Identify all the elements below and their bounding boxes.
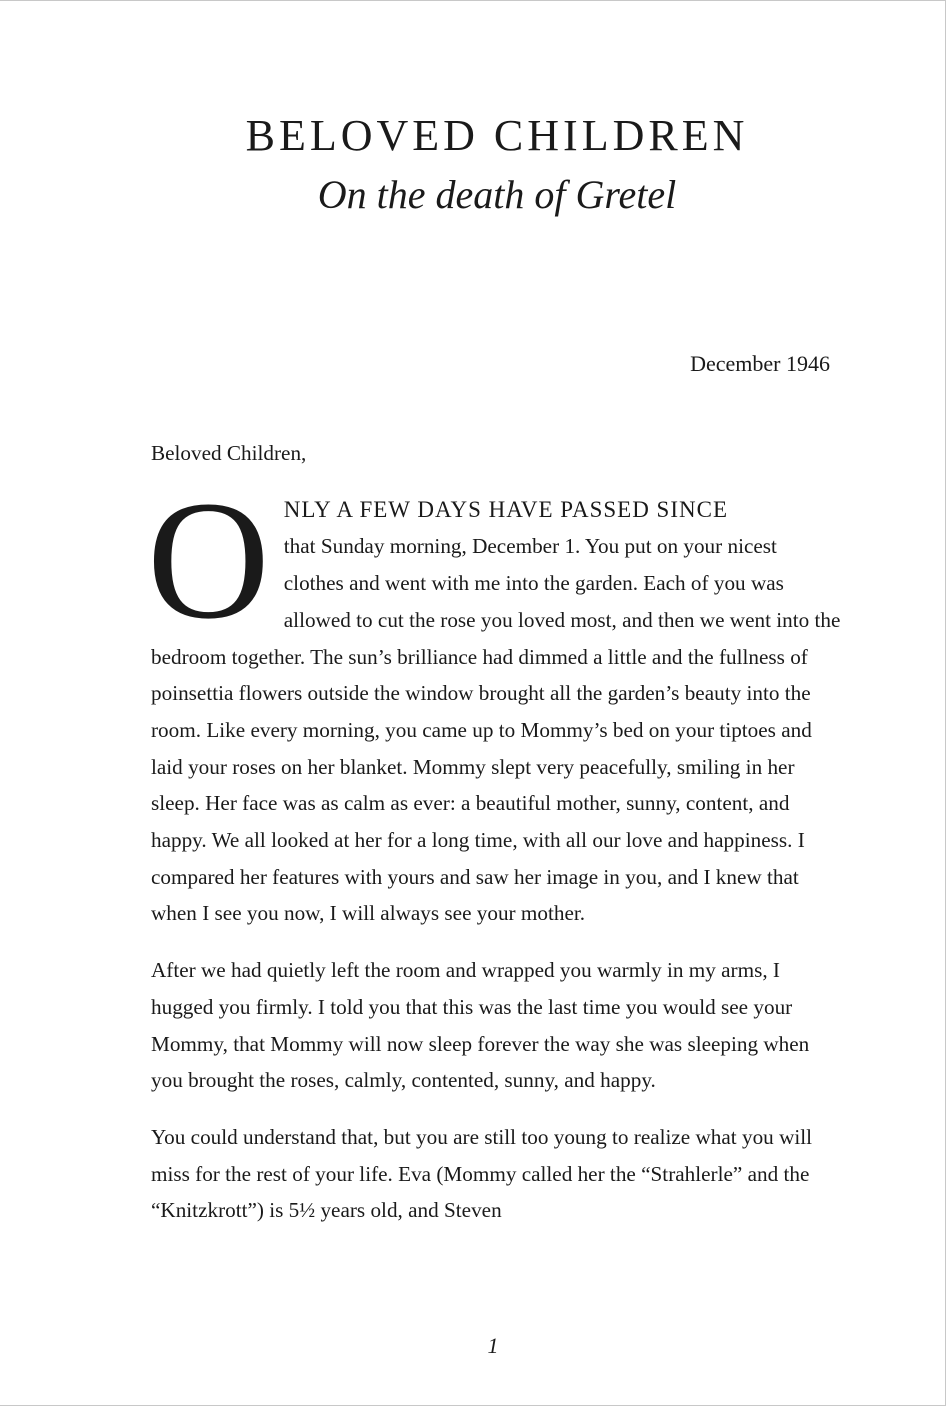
page-number: 1 <box>487 1333 499 1358</box>
page-title: BELOVED CHILDREN <box>245 111 749 160</box>
paragraph-1 <box>147 465 841 932</box>
drop-cap: O <box>147 465 270 654</box>
paragraph-3: You could understand that, but you are still too young to realize what you will miss for the rest of your life. Eva (Mommy called her the “Strahlerle” and the “Knitzkrott”) is 5½ years old, and Steven <box>151 1124 813 1223</box>
letter-salutation: Beloved Children, <box>151 441 307 465</box>
page-subtitle: On the death of Gretel <box>317 172 677 217</box>
letter-date: December 1946 <box>690 351 830 376</box>
lead-caps-text: NLY A FEW DAYS HAVE PASSED SINCE <box>283 496 729 522</box>
paragraph-1-text: that Sunday morning, December 1. You put on your nicest clothes and went with me into the garden. Each of you was allowed to cut the rose you loved most, and then we went into the bedroom together. The sun’s brilliance had dimmed a little and the fullness of poinsettia flowers outside the window brought all the garden’s beauty into the room. Like every morning, you came up to Mommy’s bed on your tiptoes and laid your roses on her blanket. Mommy slept very peacefully, smiling in her sleep. Her face was as calm as ever: a beautiful mother, sunny, content, and happy. We all looked at her for a long time, with all our love and happiness. I compared her features with yours and saw her image in you, and I knew that when I see you now, I will always see your mother. <box>151 534 841 926</box>
letter-body <box>147 435 841 1249</box>
paragraph-2: After we had quietly left the room and wrapped you warmly in my arms, I hugged you firmly. I told you that this was the last time you would see your Mommy, that Mommy will now sleep forever the way she was sleeping when you brought the roses, calmly, contented, sunny, and happy. <box>151 958 810 1093</box>
